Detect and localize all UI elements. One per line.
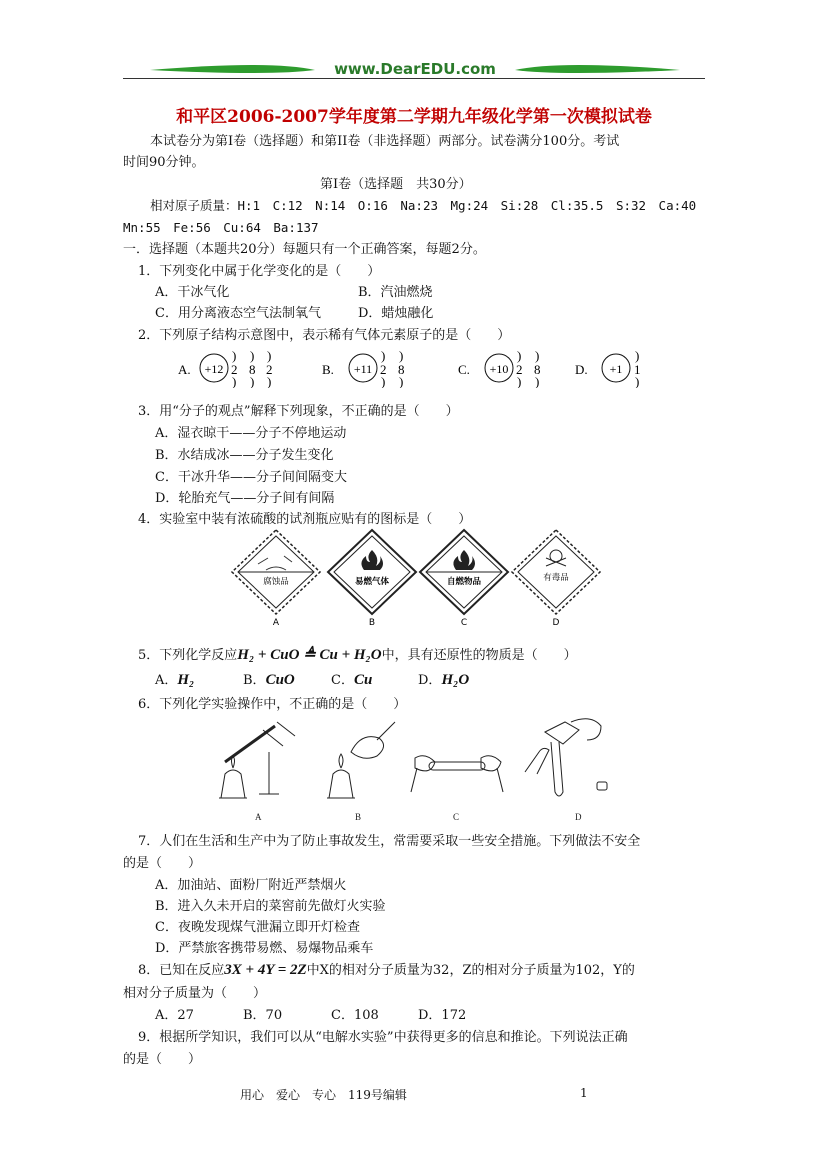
svg-text:C: C <box>453 812 460 822</box>
hazard-sign-toxic <box>512 530 600 626</box>
q8-stem-2: 相对分子质量为（ ） <box>123 986 267 1001</box>
intro-line-2: 时间90分钟。 <box>123 155 205 170</box>
q4-stem: 4．实验室中装有浓硫酸的试剂瓶应贴有的图标是（ ） <box>138 512 472 527</box>
hazard-sign-corrosive <box>232 530 320 626</box>
q5-option-a: A．H₂ <box>155 672 195 688</box>
svg-text:): ) <box>635 374 640 388</box>
q2-stem: 2．下列原子结构示意图中，表示稀有气体元素原子的是（ ） <box>138 328 511 343</box>
hazard-sign-spontaneous-combustion <box>420 530 508 626</box>
svg-text:A: A <box>272 618 280 626</box>
page-title: 和平区2006-2007学年度第二学期九年级化学第一次模拟试卷 <box>176 107 652 127</box>
q7-option-d: D．严禁旅客携带易燃、易爆物品乘车 <box>155 941 374 956</box>
q5-stem <box>138 644 577 664</box>
svg-text:): ) <box>535 374 540 388</box>
page-number: 1 <box>580 1086 588 1100</box>
q3-option-c: C．干冰升华——分子间间隔变大 <box>155 470 347 485</box>
q6-stem: 6．下列化学实验操作中，不正确的是（ ） <box>138 697 407 712</box>
svg-text:): ) <box>399 348 404 363</box>
svg-text:): ) <box>250 348 255 363</box>
header-rule <box>123 78 705 79</box>
q1-option-a: A．干冰气化 <box>155 285 230 300</box>
q1-option-d: D．蜡烛融化 <box>358 306 434 321</box>
q7-option-a: A．加油站、面粉厂附近严禁烟火 <box>155 878 347 893</box>
q7-option-c: C．夜晚发现煤气泄漏立即开灯检查 <box>155 920 360 935</box>
svg-text:有毒品: 有毒品 <box>543 573 569 583</box>
q1-option-b: B．汽油燃烧 <box>358 285 433 300</box>
svg-text:2: 2 <box>231 362 238 377</box>
svg-text:B: B <box>368 618 376 626</box>
part-heading: 一．选择题（本题共20分）每题只有一个正确答案，每题2分。 <box>123 242 486 257</box>
svg-text:+10: +10 <box>489 362 509 376</box>
svg-text:): ) <box>381 374 386 388</box>
q8-option-b: B．70 <box>243 1008 283 1023</box>
svg-text:8: 8 <box>398 362 405 377</box>
svg-text:A.: A. <box>178 362 191 377</box>
q5-stem-post: 中，具有还原性的物质是（ ） <box>381 648 577 663</box>
svg-text:): ) <box>517 374 522 388</box>
q2-option-c <box>458 348 541 388</box>
q2-option-a <box>178 348 273 388</box>
q1-option-c: C．用分离液态空气法制氧气 <box>155 306 321 321</box>
q5-option-c: C．Cu <box>331 672 373 688</box>
q5-option-d: D．H₂O <box>418 672 470 688</box>
svg-text:8: 8 <box>249 362 256 377</box>
intro-line-1: 本试卷分为第Ⅰ卷（选择题）和第II卷（非选择题）两部分。试卷满分100分。考试 <box>150 134 620 149</box>
q8-option-c: C．108 <box>331 1008 379 1023</box>
svg-text:8: 8 <box>534 362 541 377</box>
svg-text:): ) <box>232 374 237 388</box>
svg-text:C.: C. <box>458 362 470 377</box>
svg-text:): ) <box>535 348 540 363</box>
svg-text:D: D <box>552 618 560 626</box>
svg-text:自燃物品: 自燃物品 <box>446 577 482 587</box>
q8-equation: 3X + 4Y = 2Z <box>224 962 307 978</box>
q8-stem <box>138 959 635 979</box>
q8-stem-post: 中X的相对分子质量为32，Z的相对分子质量为102，Y的 <box>306 963 635 978</box>
svg-text:+11: +11 <box>353 362 373 376</box>
svg-text:+12: +12 <box>204 362 224 376</box>
q8-stem-pre: 8．已知在反应 <box>138 963 225 978</box>
svg-text:): ) <box>517 348 522 363</box>
svg-text:B.: B. <box>322 362 334 377</box>
q5-stem-pre: 5．下列化学反应 <box>138 648 238 663</box>
svg-text:易燃气体: 易燃气体 <box>354 577 390 587</box>
svg-text:B: B <box>355 812 362 822</box>
svg-text:): ) <box>232 348 237 363</box>
atomic-mass-line-1: 相对原子质量：H:1 C:12 N:14 O:16 Na:23 Mg:24 Si:28 Cl:35.5 S:32 Ca:40 <box>150 198 697 213</box>
q2-atom-diagrams <box>170 348 660 388</box>
q7-stem-2: 的是（ ） <box>123 856 202 871</box>
q2-option-d <box>575 348 641 388</box>
q7-option-b: B．进入久未开启的菜窖前先做灯火实验 <box>155 899 386 914</box>
svg-text:C: C <box>460 618 468 626</box>
q3-option-d: D．轮胎充气——分子间有间隔 <box>155 491 335 506</box>
site-name: www.DearEDU.com <box>334 60 496 78</box>
section-heading: 第Ⅰ卷（选择题 共30分） <box>320 177 472 192</box>
svg-text:2: 2 <box>516 362 523 377</box>
q7-stem-1: 7．人们在生活和生产中为了防止事故发生，常需要采取一些安全措施。下列做法不安全 <box>138 834 641 849</box>
svg-text:): ) <box>399 374 404 388</box>
q3-stem: 3．用“分子的观点”解释下列现象，不正确的是（ ） <box>138 404 459 419</box>
q5-equation: H₂ + CuO ≜ Cu + H₂O <box>237 647 382 663</box>
q2-option-b <box>322 348 405 388</box>
q8-option-d: D．172 <box>418 1008 467 1023</box>
q8-option-a: A．27 <box>155 1008 194 1023</box>
svg-text:+1: +1 <box>609 362 623 376</box>
svg-text:1: 1 <box>634 362 641 377</box>
svg-text:D: D <box>575 812 582 822</box>
svg-text:2: 2 <box>380 362 387 377</box>
lab-illustration-a <box>219 722 295 822</box>
q9-stem-2: 的是（ ） <box>123 1052 202 1067</box>
svg-text:): ) <box>250 374 255 388</box>
lab-illustration-c <box>411 756 503 822</box>
svg-text:): ) <box>267 374 272 388</box>
atomic-mass-line-2: Mn:55 Fe:56 Cu:64 Ba:137 <box>123 220 319 235</box>
hazard-sign-flammable-gas <box>328 530 416 626</box>
q4-hazard-signs <box>228 528 608 626</box>
lab-illustration-d <box>525 719 607 822</box>
svg-text:A: A <box>255 812 262 822</box>
q9-stem-1: 9．根据所学知识，我们可以从“电解水实验”中获得更多的信息和推论。下列说法正确 <box>138 1030 628 1045</box>
header-logo <box>150 58 680 80</box>
svg-text:腐蚀品: 腐蚀品 <box>263 577 289 587</box>
svg-text:): ) <box>635 348 640 363</box>
q6-lab-illustrations <box>205 712 625 824</box>
lab-illustration-b <box>327 722 395 822</box>
svg-text:2: 2 <box>266 362 273 377</box>
q1-stem: 1．下列变化中属于化学变化的是（ ） <box>138 264 381 279</box>
q5-option-b: B．CuO <box>243 672 295 688</box>
q3-option-b: B．水结成冰——分子发生变化 <box>155 448 334 463</box>
q3-option-a: A．湿衣晾干——分子不停地运动 <box>155 426 347 441</box>
svg-text:D.: D. <box>575 362 588 377</box>
svg-text:): ) <box>381 348 386 363</box>
footer-text: 用心 爱心 专心 119号编辑 <box>240 1088 407 1102</box>
svg-text:): ) <box>267 348 272 363</box>
